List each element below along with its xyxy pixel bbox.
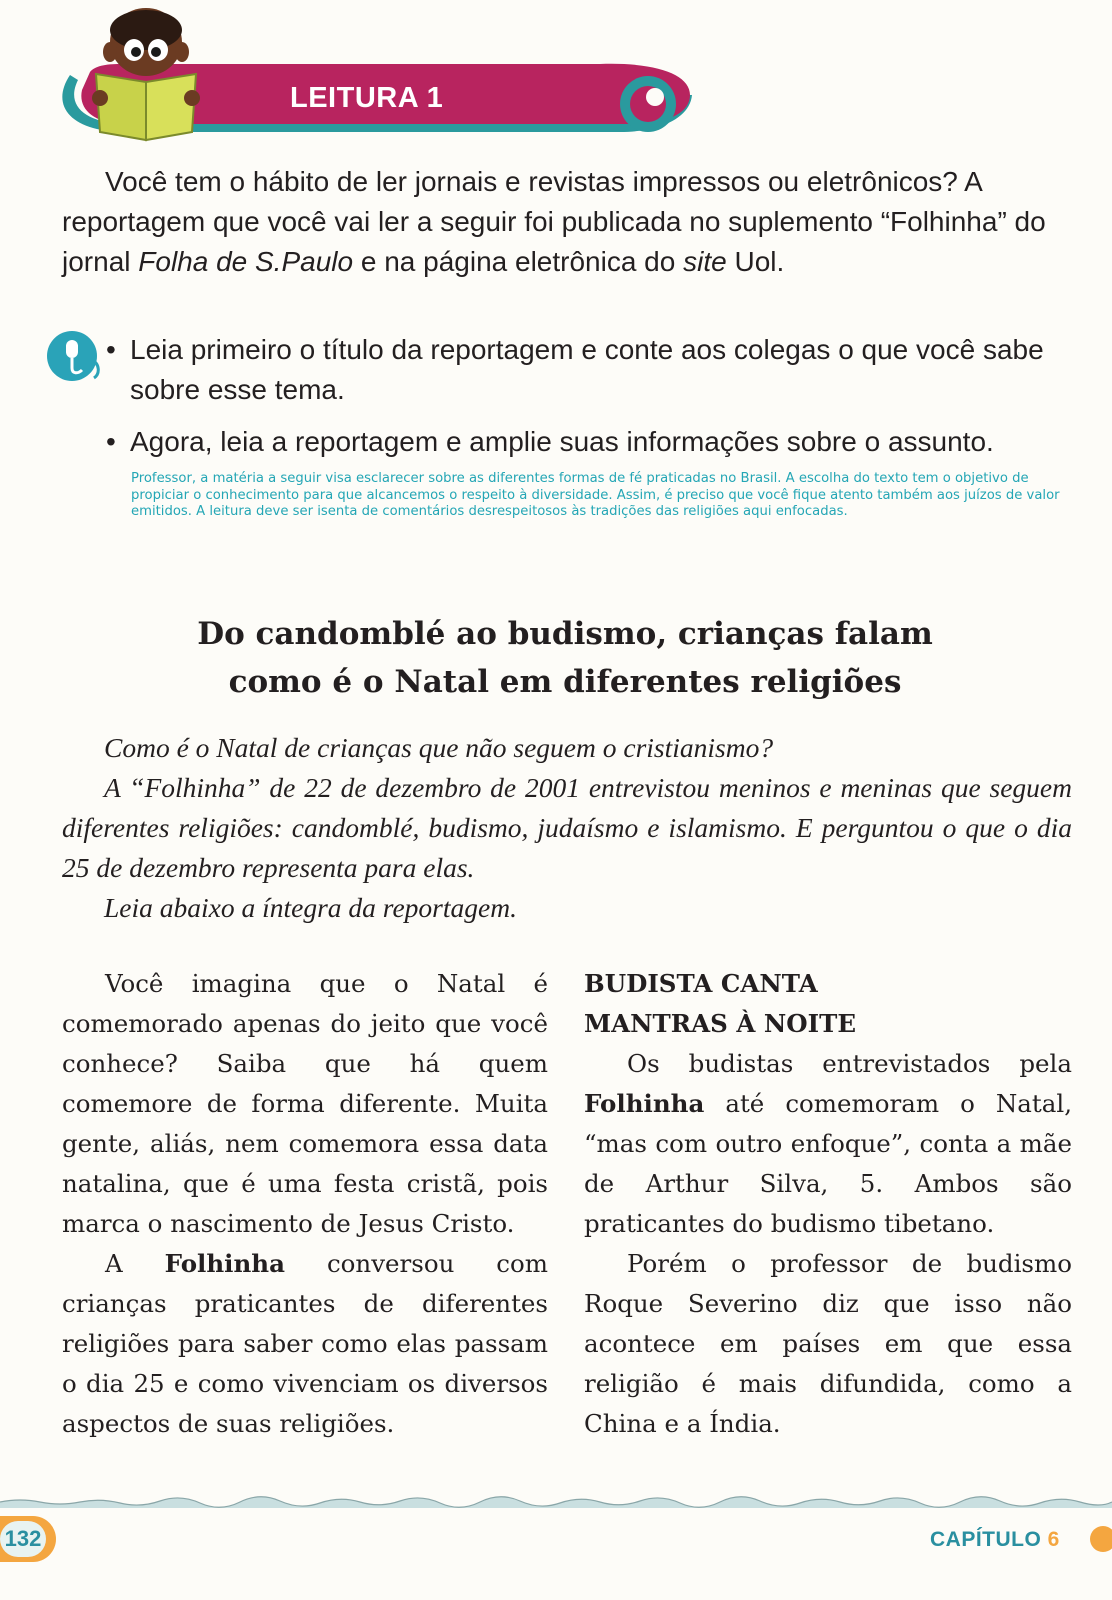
left-paragraph-2 [62, 1244, 548, 1444]
instruction-item-2 [106, 422, 1076, 462]
subheading-line-1: BUDISTA CANTA [584, 969, 818, 998]
lead-paragraph-2: A “Folhinha” de 22 de dezembro de 2001 entrevistou meninos e meninas que seguem diferentes religiões: candomblé, budismo, judaísmo e islamismo. E perguntou o que o dia 25 de dezembro representa para elas. [62, 772, 1072, 883]
left-paragraph-1: Você imagina que o Natal é comemorado apenas do jeito que você conhece? Saiba que há quem comemore de forma diferente. Muita gente, aliás, nem comemora essa data natalina, que é uma festa cristã, pois marca o nascimento de Jesus Cristo. [62, 969, 548, 1238]
section-title: LEITURA 1 [290, 82, 444, 114]
microphone-icon [44, 330, 100, 382]
intro-text-suffix: Uol. [726, 246, 785, 277]
intro-text-middle: e na página eletrônica do [353, 246, 684, 277]
right-p1-suffix: até comemoram o Natal, “mas com outro enfoque”, conta a mãe de Arthur Silva, 5. Ambos são praticantes do budismo tibetano. [584, 1089, 1072, 1238]
intro-paragraph [62, 162, 1062, 282]
intro-text-prefix: Você tem o hábito de ler jornais e revistas impressos ou eletrônicos? A reportagem que você vai ler a seguir foi publicada no suplemento “Folhinha” do jornal [62, 166, 1046, 277]
section-banner [0, 0, 1112, 150]
subheading-line-2: MANTRAS À NOITE [584, 1009, 856, 1038]
left-p2-suffix: conversou com crianças praticantes de diferentes religiões para saber como elas passam o dia 25 e como vivenciam os diversos aspectos de suas religiões. [62, 1249, 549, 1438]
intro-text [62, 162, 1062, 282]
banner-ribbon [0, 0, 1112, 150]
bullet-dot: • [106, 426, 116, 457]
instruction-text-1: Leia primeiro o título da reportagem e conte aos colegas o que você sabe sobre esse tema. [130, 334, 1044, 405]
instruction-text-2: Agora, leia a reportagem e amplie suas informações sobre o assunto. [130, 426, 994, 457]
site-word: site [683, 246, 727, 277]
right-paragraph-2: Porém o professor de budismo Roque Severino diz que isso não acontece em países em que essa religião é mais difundida, como a China e a Índia. [584, 1249, 1072, 1438]
article-title [130, 610, 1000, 706]
right-paragraph-1 [584, 1044, 1072, 1244]
instruction-item-1 [106, 330, 1076, 410]
page-number: 132 [0, 1521, 46, 1557]
subheading [584, 964, 1072, 1044]
article-column-right [584, 964, 1072, 1444]
article-title-line-1: Do candomblé ao budismo, crianças falam [197, 616, 933, 652]
right-p1-prefix: Os budistas entrevistados pela [627, 1049, 1072, 1078]
chapter-number: 6 [1047, 1528, 1060, 1551]
page-number-badge [0, 1516, 56, 1562]
newspaper-name: Folha de S.Paulo [138, 246, 354, 277]
folhinha-name: Folhinha [584, 1089, 705, 1118]
folhinha-name: Folhinha [164, 1249, 285, 1278]
article-title-line-2: como é o Natal em diferentes religiões [228, 664, 902, 700]
torn-paper-divider [0, 1494, 1112, 1514]
lead-paragraph-3: Leia abaixo a íntegra da reportagem. [104, 892, 517, 923]
ribbon-swirl-core [646, 88, 664, 106]
chapter-label [930, 1528, 1060, 1552]
lead-paragraph-1: Como é o Natal de crianças que não seguem o cristianismo? [104, 732, 774, 763]
article-column-left [62, 964, 548, 1444]
chapter-marker-dot [1090, 1526, 1112, 1552]
chapter-label-text: CAPÍTULO [930, 1528, 1042, 1551]
left-p2-prefix: A [105, 1249, 165, 1278]
bullet-dot: • [106, 334, 116, 365]
teacher-note: Professor, a matéria a seguir visa esclarecer sobre as diferentes formas de fé praticadas no Brasil. A escolha do texto tem o objetivo de propiciar o conhecimento para que alcancemos o respeito à diversidade. Assim, é preciso que você fique atento também aos juízos de valor emitidos. A leitura deve ser isenta de comentários desrespeitosos às tradições das religiões aqui enfocadas. [131, 471, 1060, 519]
article-lead [62, 728, 1072, 928]
